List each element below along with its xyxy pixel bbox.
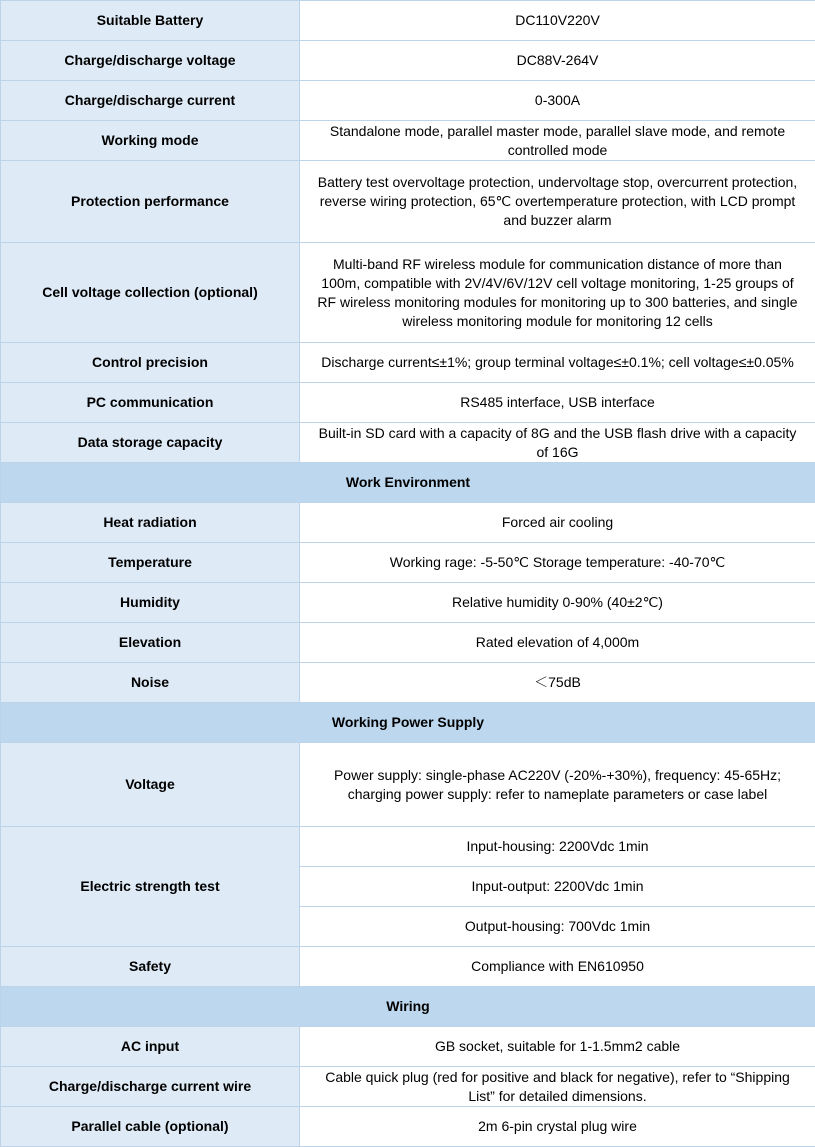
row-value: RS485 interface, USB interface [300,383,815,423]
row-label: Voltage [1,743,300,827]
row-value: Cable quick plug (red for positive and black for negative), refer to “Shipping List” for detailed dimensions. [300,1067,815,1107]
table-row [1,503,815,543]
table-row [1,343,815,383]
row-value: Rated elevation of 4,000m [300,623,815,663]
row-label: Charge/discharge current [1,81,300,121]
row-value: 0-300A [300,81,815,121]
table-row [1,1067,815,1107]
table-row [1,1107,815,1147]
table-row [1,243,815,343]
row-value: Battery test overvoltage protection, undervoltage stop, overcurrent protection, reverse wiring protection, 65℃ overtemperature protection, with LCD prompt and buzzer alarm [300,161,815,243]
table-row [1,623,815,663]
table-row [1,947,815,987]
table-row [1,827,815,867]
table-row [1,1,815,41]
table-row [1,161,815,243]
section-working-power-supply: Working Power Supply [1,703,815,743]
row-label: Working mode [1,121,300,161]
row-label: Charge/discharge voltage [1,41,300,81]
row-label: Heat radiation [1,503,300,543]
row-value: Power supply: single-phase AC220V (-20%-+30%), frequency: 45-65Hz; charging power supply: refer to nameplate parameters or case label [300,743,815,827]
row-value: Standalone mode, parallel master mode, parallel slave mode, and remote controlled mode [300,121,815,161]
section-work-environment: Work Environment [1,463,815,503]
table-row [1,1027,815,1067]
row-label: Elevation [1,623,300,663]
row-value: Compliance with EN610950 [300,947,815,987]
table-row [1,543,815,583]
row-value: Discharge current≤±1%; group terminal voltage≤±0.1%; cell voltage≤±0.05% [300,343,815,383]
row-value: Multi-band RF wireless module for communication distance of more than 100m, compatible with 2V/4V/6V/12V cell voltage monitoring, 1-25 groups of RF wireless monitoring modules for monitoring up to 300 batteries, and single wireless monitoring module for monitoring 12 cells [300,243,815,343]
row-label: Safety [1,947,300,987]
section-wiring: Wiring [1,987,815,1027]
row-value: 2m 6-pin crystal plug wire [300,1107,815,1147]
section-header-row [1,463,815,503]
row-value: Working rage: -5-50℃ Storage temperature: -40-70℃ [300,543,815,583]
row-value: Built-in SD card with a capacity of 8G and the USB flash drive with a capacity of 16G [300,423,815,463]
section-header-row [1,703,815,743]
row-value: DC88V-264V [300,41,815,81]
row-value: Forced air cooling [300,503,815,543]
table-row [1,583,815,623]
row-label: Electric strength test [1,827,300,947]
row-label: Parallel cable (optional) [1,1107,300,1147]
table-row [1,383,815,423]
table-row [1,121,815,161]
row-value: Relative humidity 0-90% (40±2℃) [300,583,815,623]
table-row [1,41,815,81]
row-label: AC input [1,1027,300,1067]
table-row [1,81,815,121]
row-value: DC110V220V [300,1,815,41]
row-label: Suitable Battery [1,1,300,41]
row-label: Charge/discharge current wire [1,1067,300,1107]
row-value: ＜75dB [300,663,815,703]
row-label: Noise [1,663,300,703]
section-header-row [1,987,815,1027]
row-label: Temperature [1,543,300,583]
table-row [1,423,815,463]
row-value: Input-output: 2200Vdc 1min [300,867,815,907]
row-label: Protection performance [1,161,300,243]
row-label: Control precision [1,343,300,383]
row-label: Humidity [1,583,300,623]
row-label: Data storage capacity [1,423,300,463]
table-row [1,663,815,703]
row-label: Cell voltage collection (optional) [1,243,300,343]
table-row [1,743,815,827]
row-value: Output-housing: 700Vdc 1min [300,907,815,947]
row-value: Input-housing: 2200Vdc 1min [300,827,815,867]
row-value: GB socket, suitable for 1-1.5mm2 cable [300,1027,815,1067]
row-label: PC communication [1,383,300,423]
